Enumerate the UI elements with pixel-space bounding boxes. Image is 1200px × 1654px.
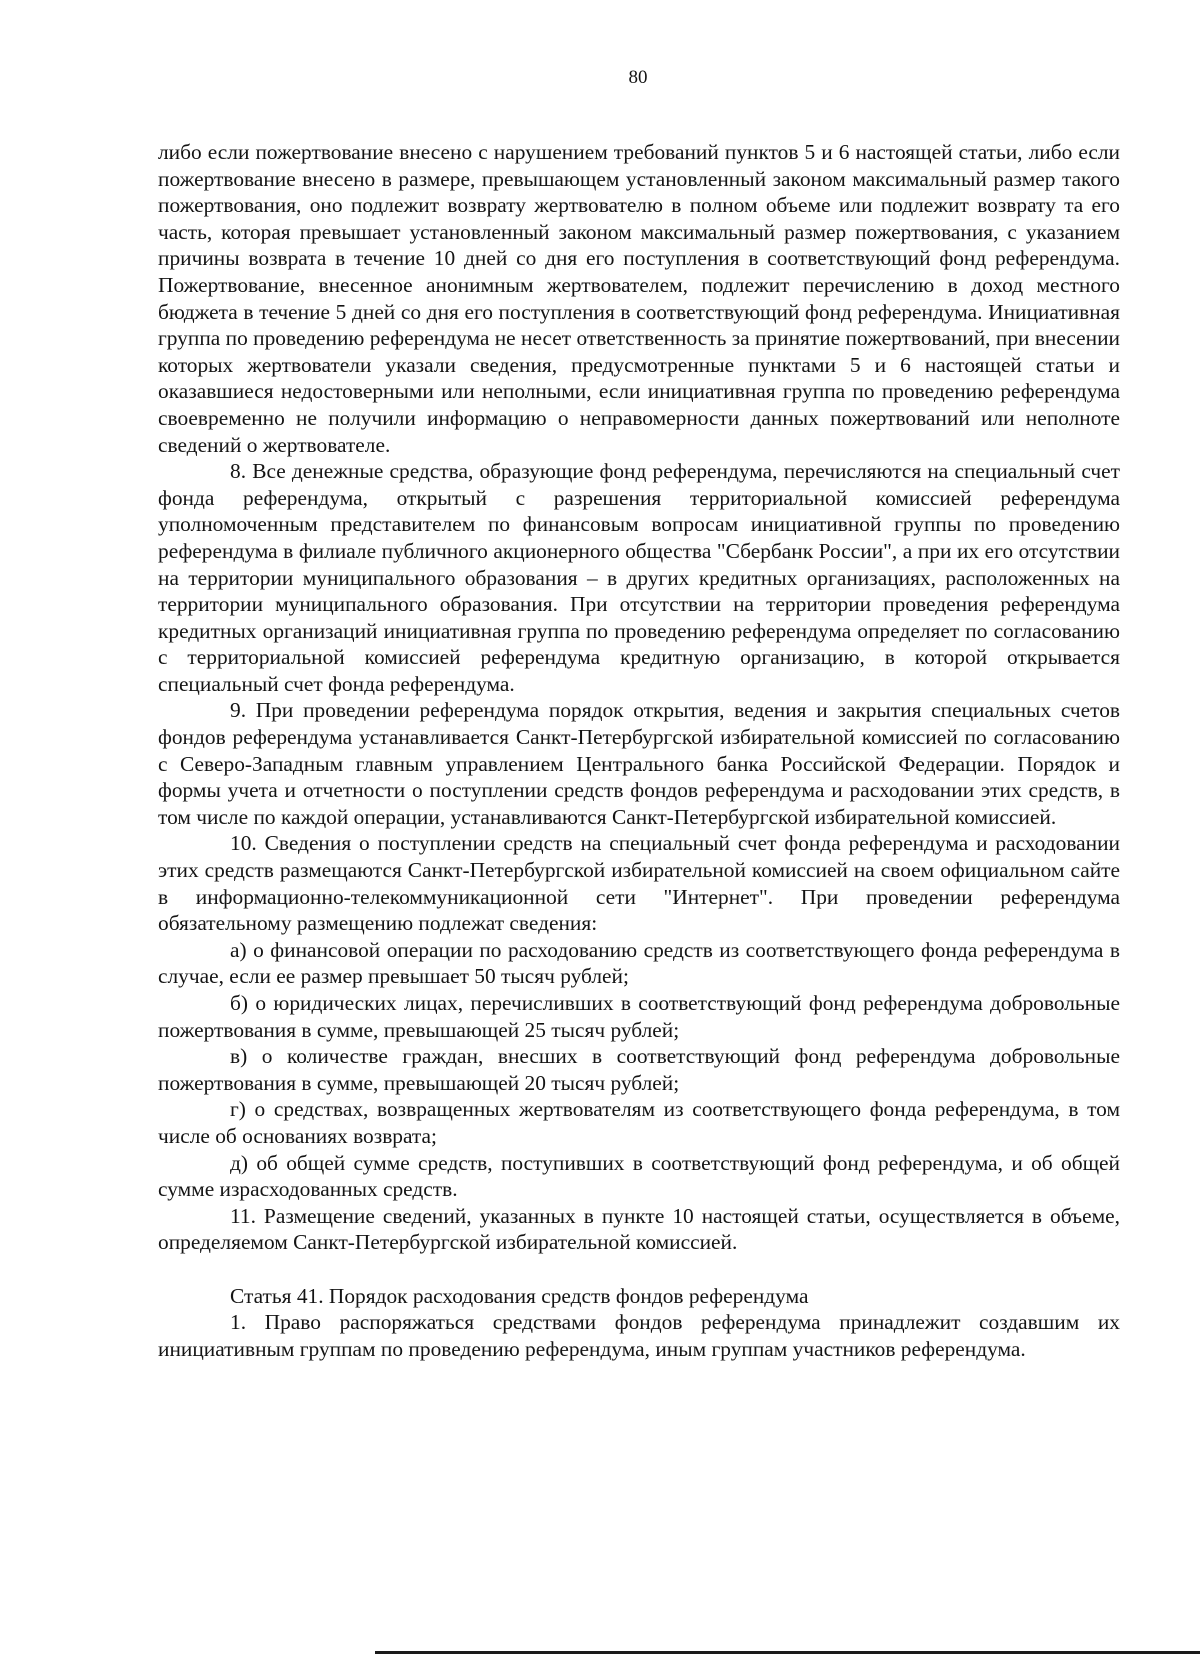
document-body xyxy=(158,139,1120,1362)
subitem-10-v: в) о количестве граждан, внесших в соответствующий фонд референдума добровольные пожертвования в сумме, превышающей 20 тысяч рублей; xyxy=(158,1044,1120,1095)
paragraph-continuation: либо если пожертвование внесено с нарушением требований пунктов 5 и 6 настоящей статьи, либо если пожертвование внесено в размере, превышающем установленный законом максимальный размер такого пожертвования, оно подлежит возврату жертвователю в полном объеме или подлежит возврату та его часть, которая превышает установленный законом максимальный размер пожертвования, с указанием причины возврата в течение 10 дней со дня его поступления в соответствующий фонд референдума. Пожертвование, внесенное анонимным жертвователем, подлежит перечислению в доход местного бюджета в течение 5 дней со дня его поступления в соответствующий фонд референдума. Инициативная группа по проведению референдума не несет ответственность за принятие пожертвований, при внесении которых жертвователи указали сведения, предусмотренные пунктами 5 и 6 настоящей статьи и оказавшиеся недостоверными или неполными, если инициативная группа по проведению референдума своевременно не получили информацию о неправомерности данных пожертвований или неполноте сведений о жертвователе. xyxy=(158,140,1120,457)
paragraph-item-11: 11. Размещение сведений, указанных в пункте 10 настоящей статьи, осуществляется в объеме, определяемом Санкт-Петербургской избирательной комиссией. xyxy=(158,1203,1120,1255)
subitem-10-a: а) о финансовой операции по расходованию средств из соответствующего фонда референдума в случае, если ее размер превышает 50 тысяч рублей; xyxy=(158,937,1120,989)
paragraph-item-8: 8. Все денежные средства, образующие фонд референдума, перечисляются на специальный счет фонда референдума, открытый с разрешения территориальной комиссией референдума уполномоченным представителем по финансовым вопросам инициативной группы по проведению референдума в филиале публичного акционерного общества "Сбербанк России", а при их его отсутствии на территории муниципального образования – в других кредитных организациях, расположенных на территории муниципального образования. При отсутствии на территории проведения референдума кредитных организаций инициативная группа по проведению референдума определяет по согласованию с территориальной комиссией референдума кредитную организацию, в которой открывается специальный счет фонда референдума. xyxy=(158,459,1120,696)
page-number: 80 xyxy=(628,67,648,88)
paragraph-item-10: 10. Сведения о поступлении средств на специальный счет фонда референдума и расходовании этих средств размещаются Санкт-Петербургской избирательной комиссией на своем официальном сайте в информационно-телекоммуникационной сети "Интернет". При проведении референдума обязательному размещению подлежат сведения: xyxy=(158,831,1120,936)
article-paragraph-1: 1. Право распоряжаться средствами фондов референдума принадлежит создавшим их инициативным группам по проведению референдума, иным группам участников референдума. xyxy=(158,1310,1120,1361)
subitem-10-d: д) об общей сумме средств, поступивших в соответствующий фонд референдума, и об общей сумме израсходованных средств. xyxy=(158,1150,1120,1202)
subitem-10-g: г) о средствах, возвращенных жертвователям из соответствующего фонда референдума, в том числе об основаниях возврата; xyxy=(158,1097,1120,1148)
paragraph-item-9: 9. При проведении референдума порядок открытия, ведения и закрытия специальных счетов фондов референдума устанавливается Санкт-Петербургской избирательной комиссией по согласованию с Северо-Западным главным управлением Центрального банка Российской Федерации. Порядок и формы учета и отчетности о поступлении средств фондов референдума и расходовании этих средств, в том числе по каждой операции, устанавливаются Санкт-Петербургской избирательной комиссией. xyxy=(158,698,1120,829)
article-heading: Статья 41. Порядок расходования средств фондов референдума xyxy=(230,1283,809,1308)
subitem-10-b: б) о юридических лицах, перечисливших в соответствующий фонд референдума добровольные пожертвования в сумме, превышающей 25 тысяч рублей; xyxy=(158,991,1120,1042)
